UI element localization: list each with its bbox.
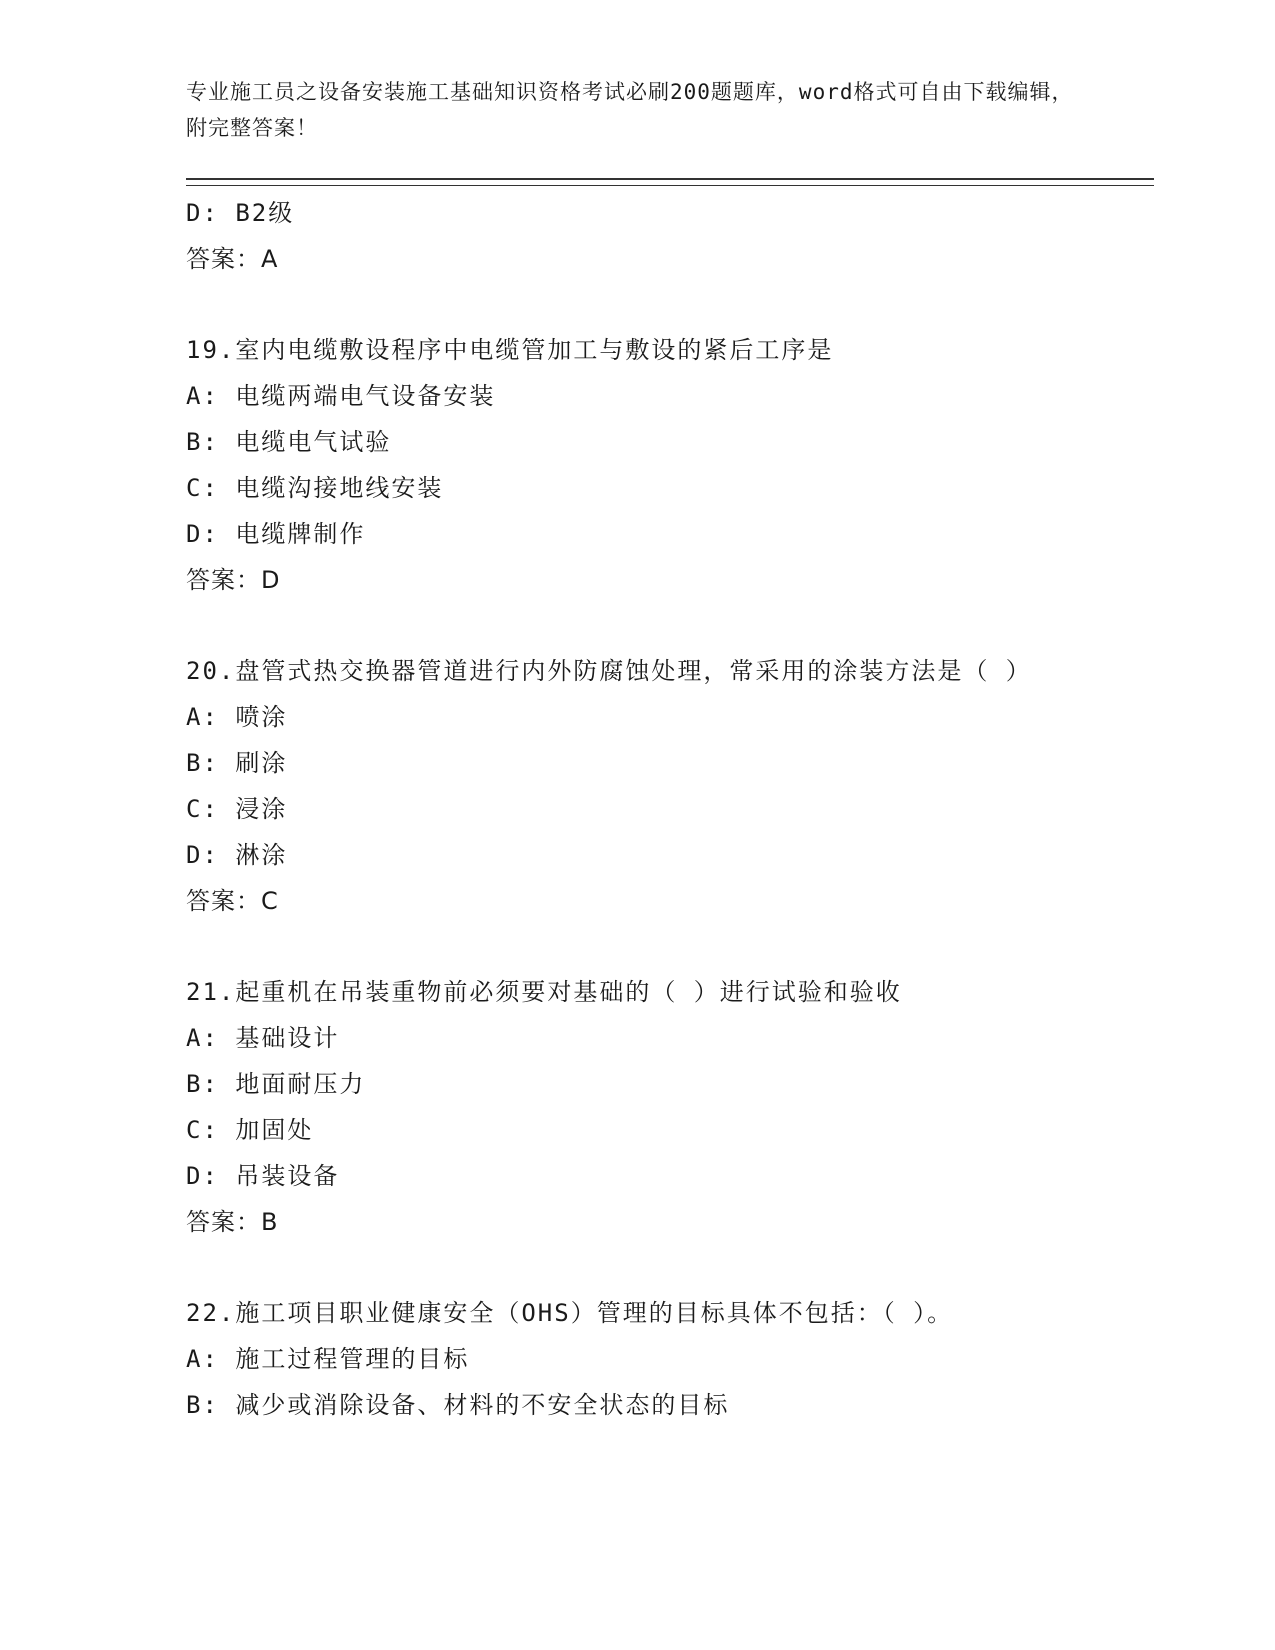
option-b: B: 减少或消除设备、材料的不安全状态的目标 bbox=[186, 1391, 730, 1419]
option-c: C: 浸涂 bbox=[186, 795, 288, 823]
option-d: D: B2级 bbox=[186, 199, 295, 227]
answer-line: 答案：A bbox=[186, 245, 279, 273]
question-stem: 19.室内电缆敷设程序中电缆管加工与敷设的紧后工序是 bbox=[186, 336, 834, 364]
option-c: C: 加固处 bbox=[186, 1116, 314, 1144]
option-a: A: 喷涂 bbox=[186, 703, 288, 731]
document-header: 专业施工员之设备安装施工基础知识资格考试必刷200题题库，word格式可自由下载编辑，附完整答案！ bbox=[186, 80, 1074, 140]
question-stem: 20.盘管式热交换器管道进行内外防腐蚀处理，常采用的涂装方法是（ ） bbox=[186, 657, 1032, 685]
option-d: D: 淋涂 bbox=[186, 841, 288, 869]
option-b: B: 刷涂 bbox=[186, 749, 288, 777]
option-b: B: 电缆电气试验 bbox=[186, 428, 392, 456]
option-d: D: 吊装设备 bbox=[186, 1162, 340, 1190]
question-stem: 21.起重机在吊装重物前必须要对基础的（ ）进行试验和验收 bbox=[186, 978, 902, 1006]
option-a: A: 基础设计 bbox=[186, 1024, 340, 1052]
answer-line: 答案：B bbox=[186, 1208, 279, 1236]
question-stem: 22.施工项目职业健康安全（OHS）管理的目标具体不包括：（ ）。 bbox=[186, 1299, 954, 1327]
answer-line: 答案：C bbox=[186, 887, 279, 915]
option-a: A: 电缆两端电气设备安装 bbox=[186, 382, 496, 410]
answer-line: 答案：D bbox=[186, 566, 281, 594]
header-divider bbox=[186, 178, 1154, 186]
option-a: A: 施工过程管理的目标 bbox=[186, 1345, 470, 1373]
question-list bbox=[186, 190, 1086, 1428]
option-d: D: 电缆牌制作 bbox=[186, 520, 366, 548]
option-b: B: 地面耐压力 bbox=[186, 1070, 366, 1098]
option-c: C: 电缆沟接地线安装 bbox=[186, 474, 444, 502]
